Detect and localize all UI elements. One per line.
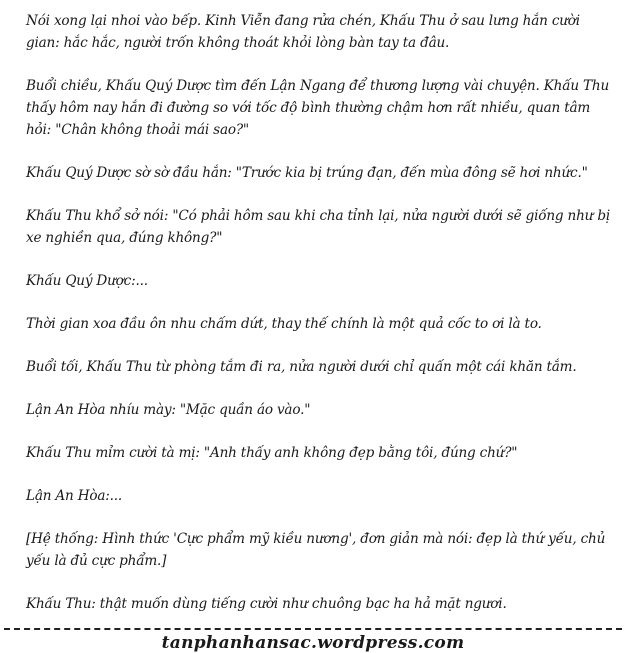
paragraph: Khấu Thu: thật muốn dùng tiếng cười như chuông bạc ha hả mặt ngươi. — [26, 596, 507, 612]
paragraph: Nói xong lại nhoi vào bếp. Kinh Viễn đang rửa chén, Khấu Thu ở sau lưng hắn cười gian: hắc hắc, người trốn không thoát khỏi lòng bàn tay ta đâu. — [26, 13, 580, 51]
paragraph: Thời gian xoa đầu ôn nhu chấm dứt, thay thế chính là một quả cốc to ơi là to. — [26, 316, 542, 332]
paragraph: Khấu Quý Dược:... — [26, 273, 148, 289]
paragraph: Buổi chiều, Khấu Quý Dược tìm đến Lận Ngang để thương lượng vài chuyện. Khấu Thu thấy hôm nay hắn đi đường so với tốc độ bình thường chậm hơn rất nhiều, quan tâm hỏi: "Chân không thoải mái sao?" — [26, 78, 610, 138]
paragraph: Khấu Thu khổ sở nói: "Có phải hôm sau khi cha tỉnh lại, nửa người dưới sẽ giống như bị xe nghiền qua, đúng không?" — [26, 208, 610, 246]
paragraph: [Hệ thống: Hình thức 'Cực phẩm mỹ kiều nương', đơn giản mà nói: đẹp là thứ yếu, chủ yếu là đủ cực phẩm.] — [26, 531, 606, 569]
paragraph: Khấu Thu mỉm cười tà mị: "Anh thấy anh không đẹp bằng tôi, đúng chứ?" — [26, 445, 518, 461]
paragraph: Lận An Hòa:... — [26, 488, 122, 504]
dashed-divider — [4, 628, 622, 630]
site-watermark: tanphanhansac.wordpress.com — [161, 633, 465, 653]
paragraph: Khấu Quý Dược sờ sờ đầu hắn: "Trước kia bị trúng đạn, đến mùa đông sẽ hơi nhức." — [26, 165, 588, 181]
paragraph: Buổi tối, Khấu Thu từ phòng tắm đi ra, nửa người dưới chỉ quấn một cái khăn tắm. — [26, 359, 577, 375]
paragraph: Lận An Hòa nhíu mày: "Mặc quần áo vào." — [26, 402, 311, 418]
story-text — [26, 10, 610, 615]
